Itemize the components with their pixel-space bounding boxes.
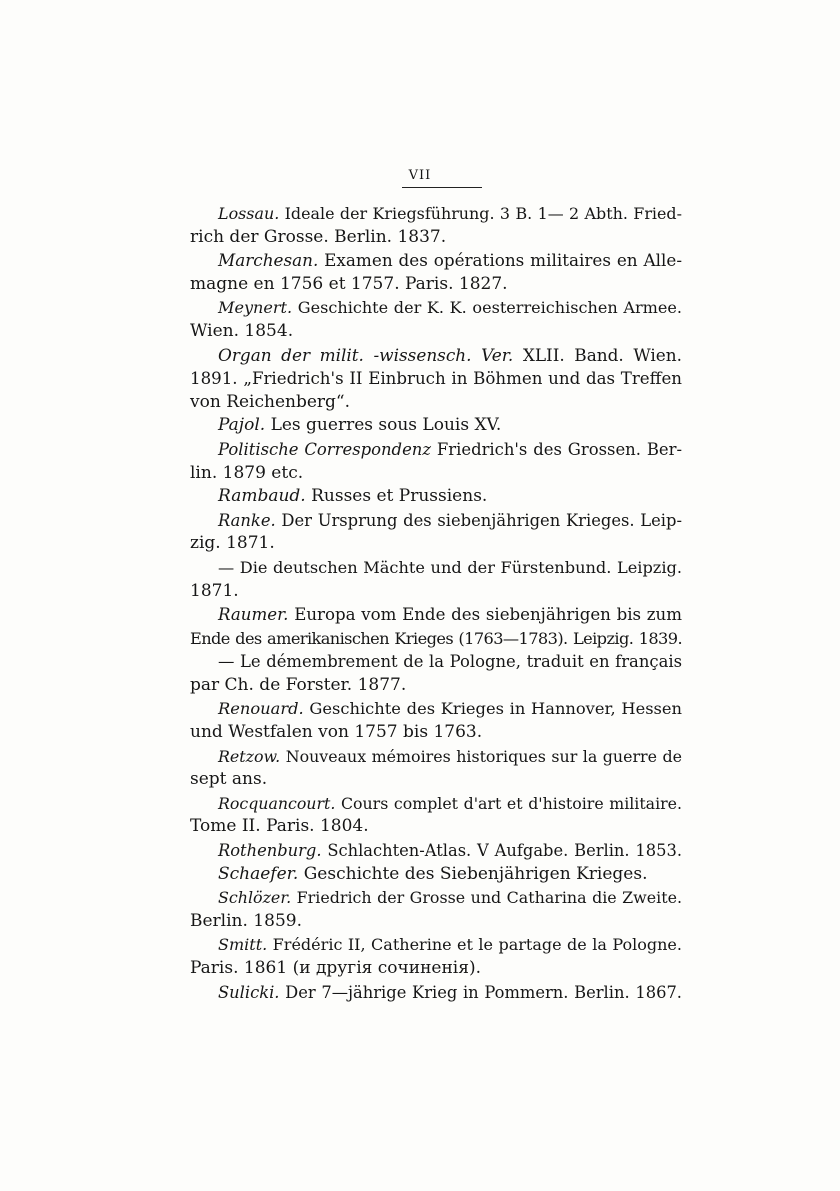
bibliography-line bbox=[190, 367, 682, 391]
entry-text: Ideale der Kriegsführung. 3 B. 1— 2 Abth. Fried- bbox=[279, 204, 682, 223]
author-name: Renouard. bbox=[218, 699, 304, 719]
bibliography-line bbox=[190, 768, 682, 792]
bibliography-line bbox=[190, 650, 682, 674]
bibliography-list bbox=[190, 202, 682, 1004]
entry-text: Berlin. 1859. bbox=[190, 910, 302, 931]
entry-text: Geschichte des Siebenjährigen Krieges. bbox=[298, 863, 648, 884]
entry-text: Der 7—jährige Krieg in Pommern. Berlin. 1867. bbox=[279, 982, 682, 1002]
author-name: Schaefer. bbox=[218, 863, 299, 884]
author-name: Retzow. bbox=[218, 746, 281, 766]
bibliography-line bbox=[190, 414, 682, 438]
header-rule bbox=[402, 187, 482, 188]
author-name: Rambaud. bbox=[218, 486, 306, 507]
entry-text: Geschichte der K. K. oesterreichischen Armee. bbox=[292, 298, 682, 318]
entry-text: Les guerres sous Louis XV. bbox=[265, 415, 502, 436]
entry-text: Tome II. Paris. 1804. bbox=[190, 816, 369, 837]
bibliography-line bbox=[190, 933, 682, 957]
entry-text: — Die deutschen Mächte und der Fürstenbund. Leipzig. bbox=[218, 557, 682, 577]
bibliography-line bbox=[190, 485, 682, 509]
entry-text: rich der Grosse. Berlin. 1837. bbox=[190, 226, 447, 247]
bibliography-line bbox=[190, 320, 682, 344]
bibliography-line bbox=[190, 910, 682, 934]
bibliography-line bbox=[190, 509, 682, 533]
entry-text: Schlachten-Atlas. V Aufgabe. Berlin. 1853. bbox=[321, 841, 682, 861]
entry-text: par Ch. de Forster. 1877. bbox=[190, 674, 407, 695]
entry-text: zig. 1871. bbox=[190, 533, 275, 554]
entry-text: — Le démembrement de la Pologne, traduit en français bbox=[218, 652, 682, 672]
author-name: Sulicki. bbox=[218, 982, 280, 1002]
bibliography-line bbox=[190, 957, 682, 981]
entry-text: sept ans. bbox=[190, 769, 268, 790]
bibliography-line bbox=[190, 815, 682, 839]
bibliography-line bbox=[190, 697, 682, 721]
entry-text: Wien. 1854. bbox=[190, 320, 294, 341]
bibliography-line bbox=[190, 886, 682, 910]
entry-text: Der Ursprung des siebenjährigen Krieges. Leip- bbox=[275, 510, 682, 530]
entry-text: Cours complet d'art et d'histoire militaire. bbox=[335, 793, 682, 813]
entry-text: Frédéric II, Catherine et le partage de la Pologne. bbox=[267, 935, 682, 955]
bibliography-line bbox=[190, 391, 682, 415]
author-name: Rothenburg. bbox=[218, 841, 322, 861]
bibliography-line bbox=[190, 462, 682, 486]
author-name: Ranke. bbox=[218, 510, 276, 530]
entry-text: Friedrich's des Grossen. Ber- bbox=[430, 439, 682, 459]
bibliography-line bbox=[190, 839, 682, 863]
page-number: VII bbox=[408, 168, 432, 183]
entry-text: magne en 1756 et 1757. Paris. 1827. bbox=[190, 273, 508, 294]
entry-text: Friedrich der Grosse und Catharina die Zweite. bbox=[291, 888, 682, 908]
author-name: Organ der milit. -wissensch. Ver. bbox=[218, 344, 514, 365]
entry-text: Nouveaux mémoires historiques sur la guerre de bbox=[280, 746, 682, 766]
bibliography-line bbox=[190, 863, 682, 887]
bibliography-line bbox=[190, 627, 682, 651]
entry-text: 1891. „Friedrich's II Einbruch in Böhmen und das Treffen bbox=[190, 369, 682, 389]
author-name: Meynert. bbox=[218, 298, 293, 318]
bibliography-line bbox=[190, 249, 682, 273]
bibliography-line bbox=[190, 721, 682, 745]
author-name: Marchesan. bbox=[218, 250, 319, 271]
bibliography-line bbox=[190, 344, 682, 368]
entry-text: Ende des amerikanischen Krieges (1763—1783). Leipzig. 1839. bbox=[190, 628, 682, 648]
author-name: Lossau. bbox=[218, 204, 280, 223]
author-name: Politische Correspondenz bbox=[218, 439, 431, 459]
author-name: Raumer. bbox=[218, 605, 289, 625]
author-name: Rocquancourt. bbox=[218, 793, 336, 813]
entry-text: Geschichte des Krieges in Hannover, Hessen bbox=[303, 699, 682, 719]
entry-text: lin. 1879 etc. bbox=[190, 462, 304, 483]
entry-text: XLII. Band. Wien. bbox=[513, 344, 682, 365]
bibliography-line bbox=[190, 580, 682, 604]
bibliography-line bbox=[190, 273, 682, 297]
bibliography-line bbox=[190, 603, 682, 627]
entry-text: Russes et Prussiens. bbox=[305, 486, 488, 507]
entry-text: Examen des opérations militaires en Alle- bbox=[318, 250, 682, 271]
bibliography-line bbox=[190, 674, 682, 698]
bibliography-line bbox=[190, 981, 682, 1005]
entry-text: Europa vom Ende des siebenjährigen bis zum bbox=[288, 605, 682, 625]
bibliography-line bbox=[190, 202, 682, 226]
entry-text: und Westfalen von 1757 bis 1763. bbox=[190, 722, 483, 743]
entry-text: von Reichenberg“. bbox=[190, 391, 351, 412]
entry-text: Paris. 1861 (и другія сочиненія). bbox=[190, 958, 482, 978]
bibliography-line bbox=[190, 745, 682, 769]
author-name: Pajol. bbox=[218, 415, 266, 436]
bibliography-line bbox=[190, 438, 682, 462]
bibliography-line bbox=[190, 296, 682, 320]
bibliography-line bbox=[190, 226, 682, 250]
author-name: Schlözer. bbox=[218, 888, 292, 908]
bibliography-line bbox=[190, 792, 682, 816]
entry-text: 1871. bbox=[190, 580, 239, 601]
author-name: Smitt. bbox=[218, 935, 268, 955]
bibliography-line bbox=[190, 532, 682, 556]
bibliography-line bbox=[190, 556, 682, 580]
